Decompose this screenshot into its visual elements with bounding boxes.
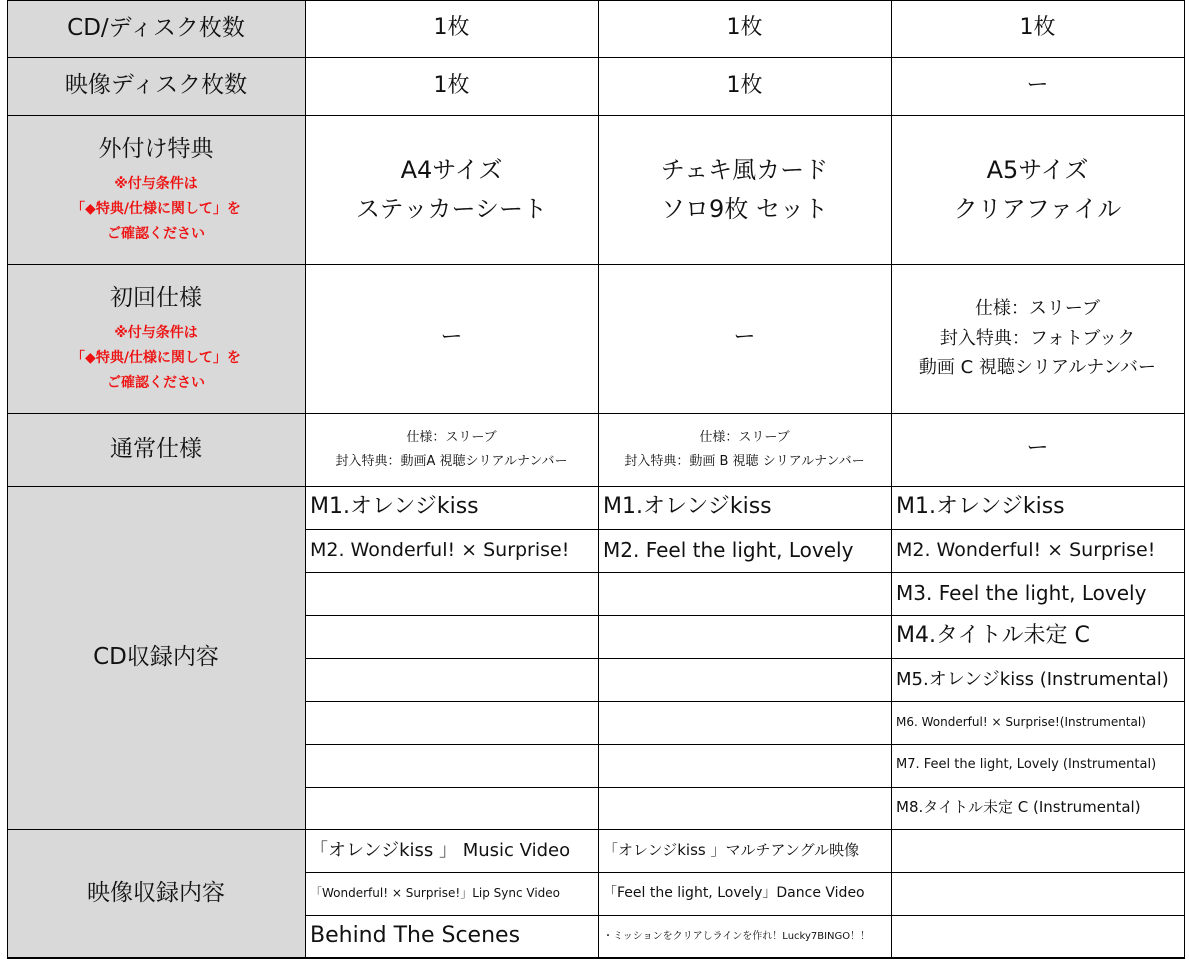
table-border bbox=[305, 872, 1185, 873]
table-border bbox=[891, 0, 892, 959]
table-border bbox=[7, 413, 1185, 414]
track-cell: M3. Feel the light, Lovely bbox=[896, 581, 1147, 605]
video-item: 「Feel the light, Lovely」Dance Video bbox=[603, 884, 865, 901]
table-border bbox=[7, 0, 8, 959]
normal-spec-3: ー bbox=[1026, 436, 1049, 462]
row-label-cd-contents: CD収録内容 bbox=[7, 486, 305, 829]
row-label-video-contents: 映像収録内容 bbox=[7, 829, 305, 958]
condition-note: ※付与条件は bbox=[114, 175, 198, 192]
row-label-video-disc-count: 映像ディスク枚数 bbox=[7, 57, 305, 115]
external-bonus-2: チェキ風カード ソロ9枚 セット bbox=[660, 156, 829, 223]
video-item: 「オレンジkiss 」 Music Video bbox=[310, 839, 571, 861]
table-border bbox=[7, 57, 1185, 58]
video-disc-count-3: ー bbox=[1026, 72, 1049, 98]
table-border bbox=[305, 787, 1185, 788]
video-item: 「Wonderful! × Surprise!」Lip Sync Video bbox=[310, 886, 560, 901]
condition-note: ご確認ください bbox=[107, 225, 205, 242]
table-border bbox=[1184, 0, 1185, 959]
condition-note: ご確認ください bbox=[107, 374, 205, 391]
table-border bbox=[305, 615, 1185, 616]
table-border bbox=[7, 957, 1185, 959]
video-item: ・ミッションをクリアしラインを作れ！Lucky7BINGO！！ bbox=[603, 930, 871, 942]
table-border bbox=[7, 829, 1185, 830]
external-bonus-1: A4サイズ ステッカーシート bbox=[355, 156, 548, 223]
table-border bbox=[7, 264, 1185, 265]
cd-count-1: 1枚 bbox=[433, 15, 470, 41]
table-border bbox=[305, 529, 1185, 530]
condition-note: 「◆特典/仕様に関して」を bbox=[71, 349, 241, 366]
table-border bbox=[7, 115, 1185, 116]
cd-count-2: 1枚 bbox=[726, 15, 763, 41]
first-spec-1: ー bbox=[440, 325, 463, 351]
track-cell: M8.タイトル未定 C (Instrumental) bbox=[896, 798, 1141, 817]
normal-spec-1: 仕様：スリーブ 封入特典：動画A 視聴シリアルナンバー bbox=[335, 430, 568, 469]
table-border bbox=[305, 572, 1185, 573]
condition-note: ※付与条件は bbox=[114, 324, 198, 341]
track-cell: M5.オレンジkiss (Instrumental) bbox=[896, 668, 1169, 690]
table-border bbox=[7, 0, 1185, 1]
track-cell: M7. Feel the light, Lovely (Instrumental) bbox=[896, 757, 1157, 773]
table-border bbox=[305, 744, 1185, 745]
table-border bbox=[305, 701, 1185, 702]
table-border bbox=[598, 0, 599, 959]
row-label-first-spec: 初回仕様 ※付与条件は 「◆特典/仕様に関して」を ご確認ください bbox=[7, 264, 305, 413]
video-item bbox=[891, 872, 1184, 915]
track-cell: M1.オレンジkiss bbox=[603, 494, 772, 520]
video-item: 「オレンジkiss 」マルチアングル映像 bbox=[603, 840, 860, 859]
row-label-normal-spec: 通常仕様 bbox=[7, 413, 305, 486]
track-cell: M1.オレンジkiss bbox=[310, 494, 479, 520]
condition-note: 「◆特典/仕様に関して」を bbox=[71, 200, 241, 217]
track-cell: M6. Wonderful! × Surprise!(Instrumental) bbox=[896, 715, 1146, 730]
track-cell: M2. Wonderful! × Surprise! bbox=[310, 538, 570, 561]
external-bonus-3: A5サイズ クリアファイル bbox=[953, 156, 1122, 223]
table-border bbox=[305, 658, 1185, 659]
normal-spec-2: 仕様：スリーブ 封入特典：動画 B 視聴 シリアルナンバー bbox=[624, 430, 865, 469]
track-cell: M2. Wonderful! × Surprise! bbox=[896, 538, 1156, 561]
track-cell: M4.タイトル未定 C bbox=[896, 623, 1090, 649]
video-item: Behind The Scenes bbox=[310, 923, 521, 949]
track-cell: M2. Feel the light, Lovely bbox=[603, 538, 854, 562]
video-item bbox=[891, 915, 1184, 958]
row-label-external-bonus: 外付け特典 ※付与条件は 「◆特典/仕様に関して」を ご確認ください bbox=[7, 115, 305, 264]
video-item bbox=[891, 829, 1184, 872]
video-disc-count-1: 1枚 bbox=[433, 72, 470, 98]
table-border bbox=[7, 486, 1185, 487]
track-cell: M1.オレンジkiss bbox=[896, 494, 1065, 520]
cd-count-3: 1枚 bbox=[1019, 15, 1056, 41]
table-border bbox=[305, 915, 1185, 916]
row-label-cd-count: CD/ディスク枚数 bbox=[7, 0, 305, 57]
first-spec-2: ー bbox=[733, 325, 756, 351]
table-border bbox=[305, 0, 306, 959]
video-disc-count-2: 1枚 bbox=[726, 72, 763, 98]
first-spec-3: 仕様：スリーブ 封入特典：フォトブック 動画 C 視聴シリアルナンバー bbox=[918, 297, 1157, 379]
